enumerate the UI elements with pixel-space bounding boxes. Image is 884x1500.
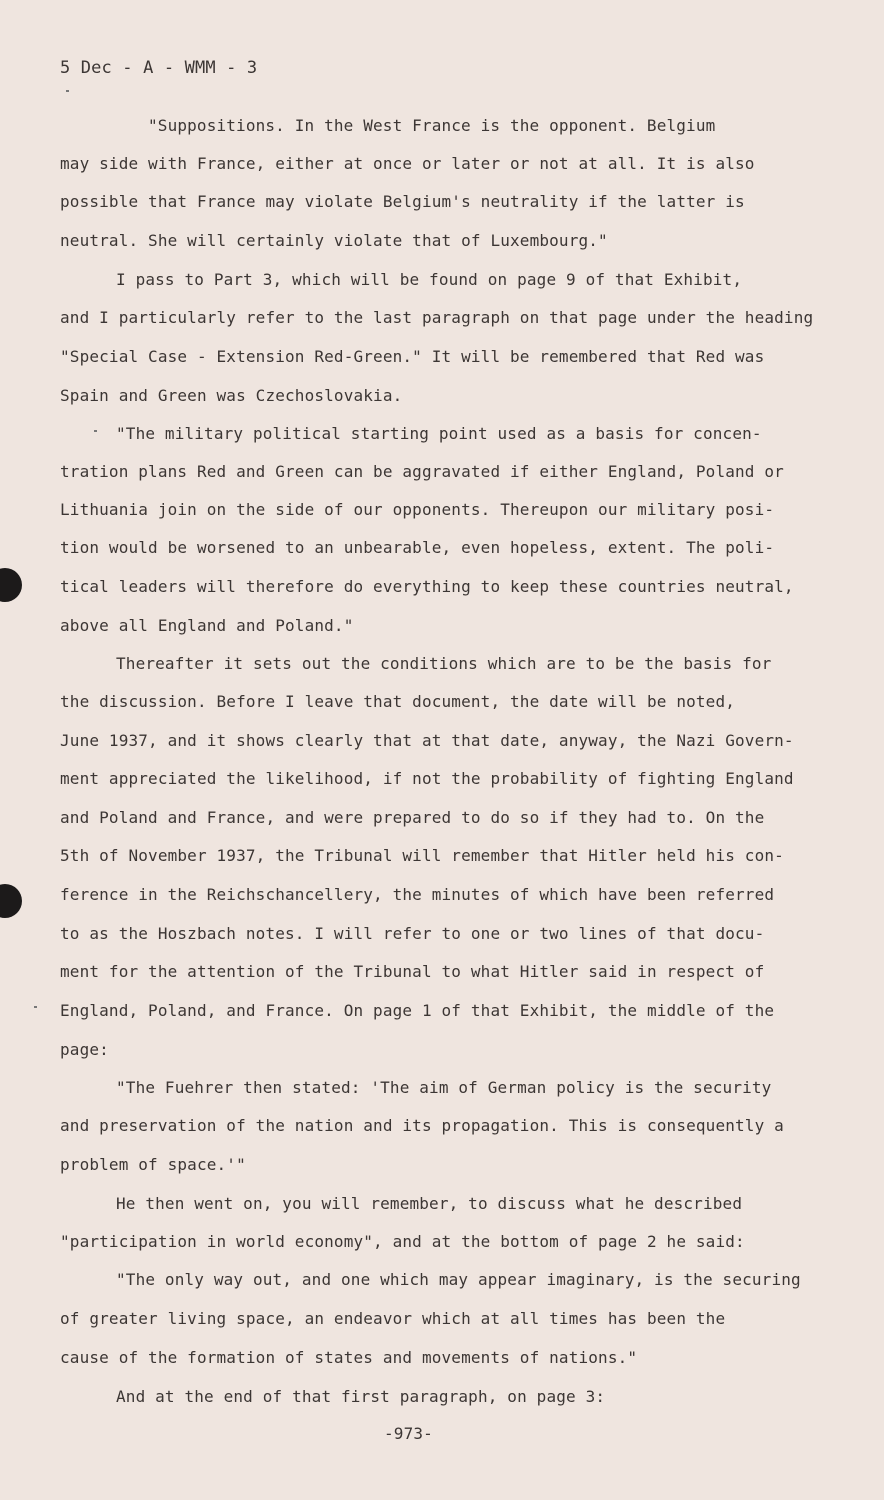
text-line: "The only way out, and one which may appear imaginary, is the securing — [116, 1270, 801, 1289]
text-line: I pass to Part 3, which will be found on page 9 of that Exhibit, — [116, 270, 743, 289]
page-number: -973- — [384, 1424, 433, 1443]
text-line: 5th of November 1937, the Tribunal will remember that Hitler held his con- — [60, 846, 784, 865]
text-line: ference in the Reichschancellery, the minutes of which have been referred — [60, 885, 775, 904]
ink-mark — [34, 1006, 37, 1008]
text-line: "participation in world economy", and at the bottom of page 2 he said: — [60, 1232, 745, 1251]
text-line: page: — [60, 1040, 109, 1059]
text-line: ment for the attention of the Tribunal to what Hitler said in respect of — [60, 962, 765, 981]
text-line: "Suppositions. In the West France is the opponent. Belgium — [148, 116, 716, 135]
text-line: and I particularly refer to the last paragraph on that page under the heading — [60, 308, 814, 327]
text-line: tical leaders will therefore do everything to keep these countries neutral, — [60, 577, 794, 596]
text-line: And at the end of that first paragraph, on page 3: — [116, 1387, 606, 1406]
text-line: June 1937, and it shows clearly that at that date, anyway, the Nazi Govern- — [60, 731, 794, 750]
text-line: of greater living space, an endeavor which at all times has been the — [60, 1309, 726, 1328]
text-line: Spain and Green was Czechoslovakia. — [60, 386, 403, 405]
text-line: tration plans Red and Green can be aggravated if either England, Poland or — [60, 462, 784, 481]
text-line: Lithuania join on the side of our opponents. Thereupon our military posi- — [60, 500, 775, 519]
text-line: Thereafter it sets out the conditions which are to be the basis for — [116, 654, 772, 673]
text-line: to as the Hoszbach notes. I will refer to one or two lines of that docu- — [60, 924, 765, 943]
text-line: tion would be worsened to an unbearable, even hopeless, extent. The poli- — [60, 538, 775, 557]
text-line: England, Poland, and France. On page 1 of that Exhibit, the middle of the — [60, 1001, 775, 1020]
text-line: cause of the formation of states and movements of nations." — [60, 1348, 638, 1367]
text-line: may side with France, either at once or later or not at all. It is also — [60, 154, 755, 173]
punch-hole — [0, 884, 22, 918]
text-line: "The Fuehrer then stated: 'The aim of German policy is the security — [116, 1078, 772, 1097]
text-line: problem of space.'" — [60, 1155, 246, 1174]
text-line: and Poland and France, and were prepared to do so if they had to. On the — [60, 808, 765, 827]
ink-mark — [94, 430, 97, 432]
text-line: the discussion. Before I leave that document, the date will be noted, — [60, 692, 736, 711]
page-header: 5 Dec - A - WMM - 3 — [60, 58, 258, 78]
text-line: He then went on, you will remember, to discuss what he described — [116, 1194, 743, 1213]
text-line: ment appreciated the likelihood, if not the probability of fighting England — [60, 769, 794, 788]
text-line: "The military political starting point used as a basis for concen- — [116, 424, 762, 443]
ink-mark — [66, 90, 69, 92]
text-line: above all England and Poland." — [60, 616, 354, 635]
text-line: neutral. She will certainly violate that of Luxembourg." — [60, 231, 608, 250]
text-line: and preservation of the nation and its propagation. This is consequently a — [60, 1116, 784, 1135]
punch-hole — [0, 568, 22, 602]
text-line: possible that France may violate Belgium's neutrality if the latter is — [60, 192, 745, 211]
text-line: "Special Case - Extension Red-Green." It will be remembered that Red was — [60, 347, 765, 366]
